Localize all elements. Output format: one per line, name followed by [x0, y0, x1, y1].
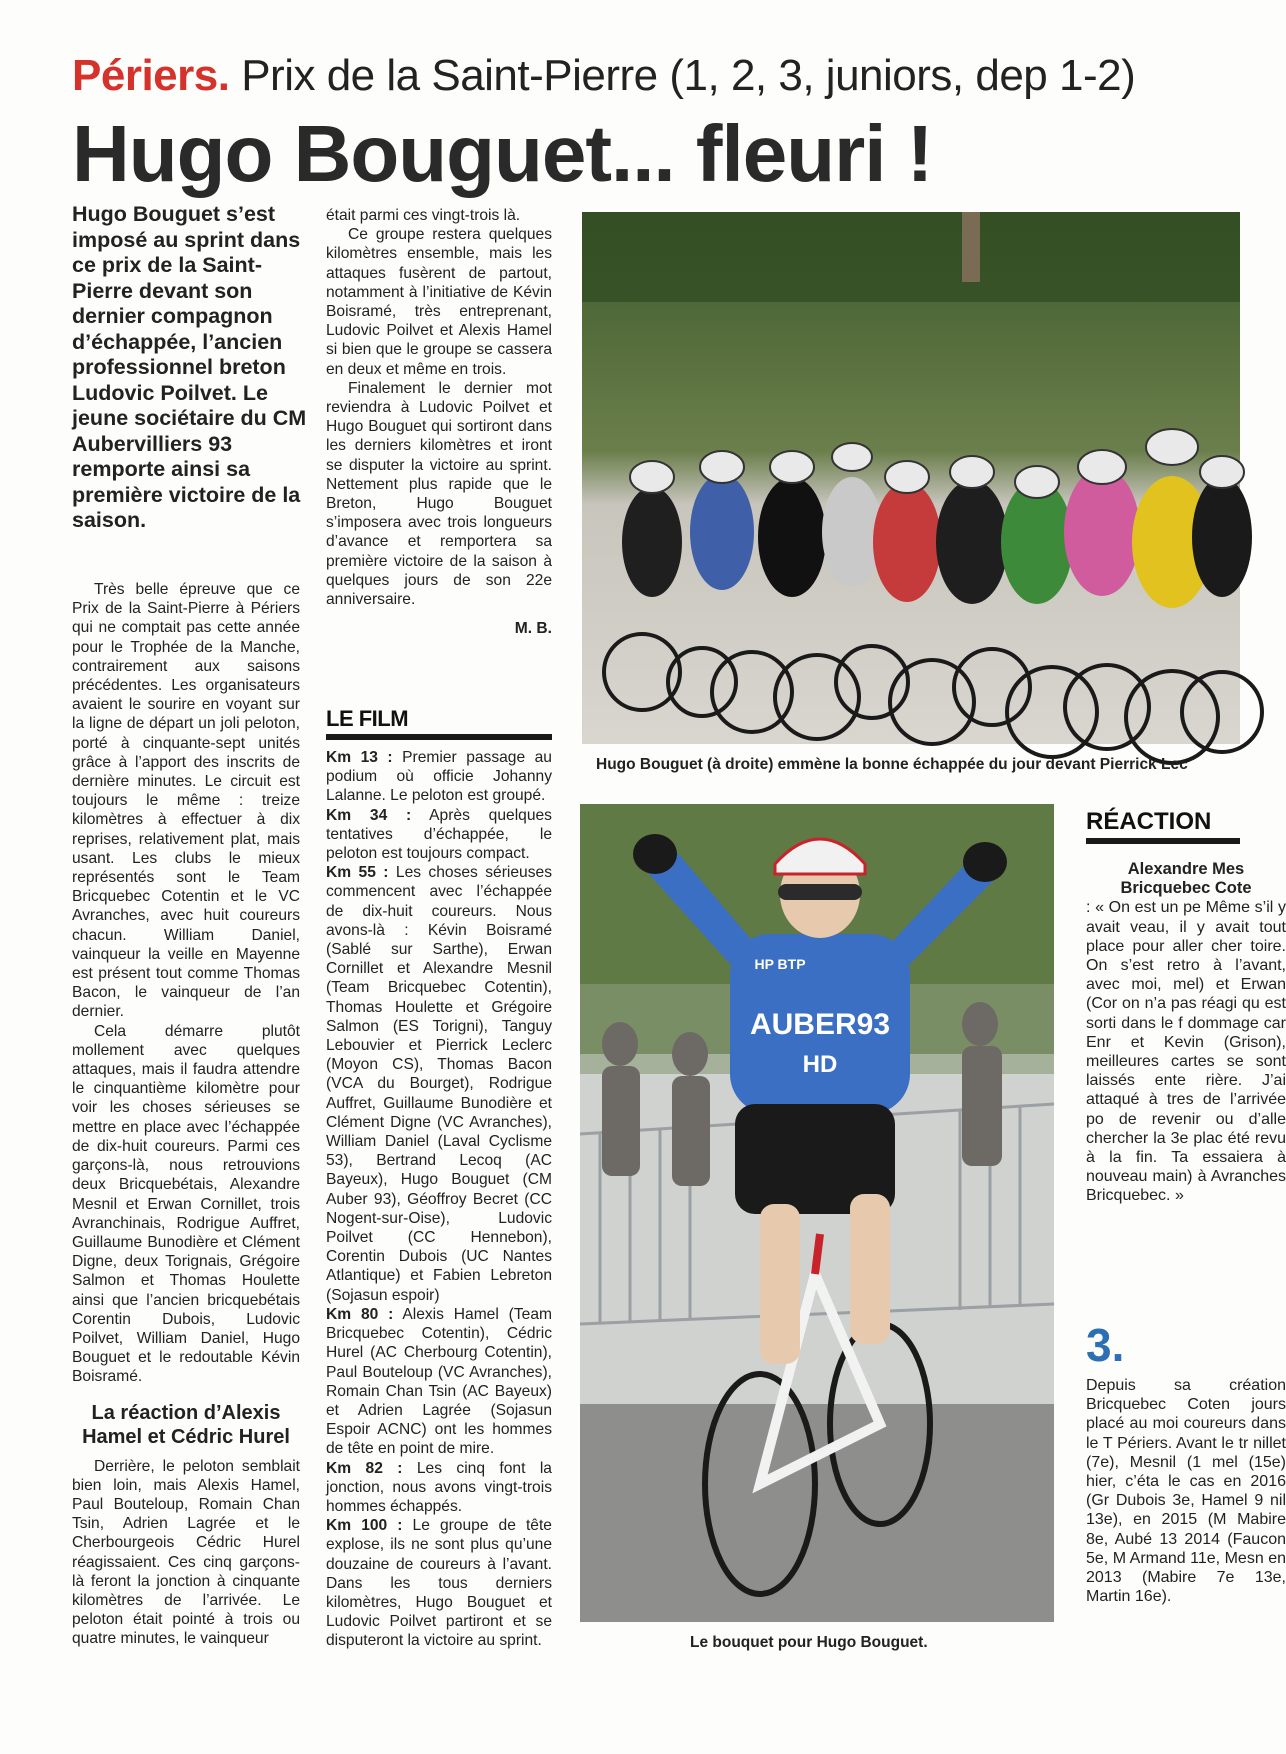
reaction-box	[1086, 808, 1286, 1368]
film-km: Km 34 :	[326, 806, 412, 824]
peloton-illustration	[582, 212, 1240, 744]
stat-number: 3.	[1086, 1319, 1125, 1371]
film-text: Les cinq font la jonction, nous avons vingt-trois hommes échappés.	[326, 1459, 552, 1515]
film-item	[326, 1305, 552, 1459]
col2-paragraph-2: Ce groupe restera quelques kilomètres ensemble, mais les attaques fusèrent de partout, notamment à l’initiative de Kévin Boisramé, très entreprenant, Ludovic Poilvet et Alexis Hamel si bien que le groupe se cassera en deux et même en trois.	[326, 226, 552, 378]
reaction-name: Alexandre Mes	[1127, 860, 1245, 878]
film-list	[326, 748, 552, 1651]
film-item	[326, 806, 552, 864]
film-text: Les choses sérieuses commencent avec l’échappée de dix-huit coureurs. Nous avons-là : Kévin Boisramé (Sablé sur Sarthe), Erwan Cornillet et Alexandre Mesnil (Team Bricquebec Cotentin), Thomas Houlette et Grégoire Salmon (ES Torigni), Tanguy Lebouvier et Pierrick Leclerc (Moyon CS), Thomas Bacon (VCA du Bourget), Rodrigue Auffret, Guillaume Bunodière et Clément Digne (VC Avranches), William Daniel (Laval Cyclisme 53), Bertrand Lecoq (AC Bayeux), Hugo Bouguet (CM Auber 93), Géoffroy Becret (CC Nogent-sur-Oise), Ludovic Poilvet (CC Hennebon), Corentin Dubois (UC Nantes Atlantique) et Fabien Lebreton (Sojasun espoir)	[326, 864, 552, 1304]
signature: M. B.	[514, 620, 552, 638]
stat-box	[1086, 1318, 1286, 1708]
col1-paragraph-2: Cela démarre plutôt mollement avec quelques attaques, mais il faudra attendre le cinquantième kilomètre pour voir les choses sérieuses se mettre en place avec l’échappée de dix-huit coureurs. Parmi ces garçons-là, nous retrouvions deux Bricquebétais, Alexandre Mesnil et Erwan Cornillet, trois Avranchinais, Rodrigue Auffret, Guillaume Bunodière et Clément Digne, deux Torignais, Grégoire Salmon et Thomas Houlette ainsi que l’ancien bricquebétais Corentin Dubois, Ludovic Poilvet, William Daniel, Hugo Bouguet et le redoutable Kévin Boisramé.	[72, 1022, 300, 1386]
film-km: Km 13 :	[326, 749, 393, 766]
lead-paragraph: Hugo Bouguet s’est imposé au sprint dans ce prix de la Saint-Pierre devant son dernier compagnon d’échappée, l’ancien professionnel breton Ludovic Poilvet. Le jeune sociétaire du CM Aubervilliers 93 remporte ainsi sa première victoire de la saison.	[72, 202, 307, 532]
jersey-sponsor-text: HP BTP	[754, 956, 806, 972]
film-km: Km 82 :	[326, 1459, 403, 1477]
reaction-title: RÉACTION	[1086, 808, 1240, 844]
film-km: Km 80 :	[326, 1305, 394, 1323]
kicker-event: Prix de la Saint-Pierre (1, 2, 3, juniors, dep 1-2)	[241, 51, 1136, 100]
photo-winner	[580, 804, 1054, 1622]
jersey-logo-text: HD	[802, 1051, 838, 1078]
article-column-1	[72, 580, 300, 1649]
film-item	[326, 1516, 552, 1650]
photo-peloton	[582, 212, 1240, 744]
article-column-2	[326, 206, 552, 638]
film-text: Après quelques tentatives d’échappée, le peloton est toujours compact.	[326, 806, 552, 863]
winner-illustration	[580, 804, 1054, 1622]
film-item	[326, 863, 552, 1305]
reaction-text: : « On est un pe Même s’il y avait veau, il y avait tout place pour aller cher toire. On s’est retro à l’avant, avec moi, mel) et Erwan (Cor on n’a pas réagi qu est sorti dans le f dommage car Enr et Kevin (Grison), meilleures cartes se sont laissés ente rière. J’ai attaqué à tres de l’arrivée po de revenir ou d’alle chercher la 3e plac été revu à la fin. Ta essaiera à nouveau main) à Avranches Bricquebec. »	[1086, 899, 1286, 1205]
film-title: LE FILM	[326, 706, 552, 740]
photo-winner-caption: Le bouquet pour Hugo Bouguet.	[690, 1634, 928, 1651]
film-km: Km 100 :	[326, 1517, 403, 1535]
film-km: Km 55 :	[326, 864, 389, 882]
col1-subhead: La réaction d’Alexis Hamel et Cédric Hurel	[82, 1401, 290, 1448]
reaction-club: Bricquebec Cote	[1120, 879, 1252, 898]
kicker	[72, 48, 1135, 104]
film-text: Le groupe de tête explose, ils ne sont plus qu’une douzaine de coureurs à l’avant. Dans les tous derniers kilomètres, Hugo Bouguet et Ludovic Poilvet partiront et se disputeront la victoire au sprint.	[326, 1517, 552, 1650]
col1-paragraph-1: Très belle épreuve que ce Prix de la Saint-Pierre à Périers qui ne comptait pas cette année pour le Trophée de la Manche, contrairement aux saisons précédentes. Les organisateurs avaient le sourire en voyant sur la ligne de départ un joli peloton, porté à cinquante-sept unités grâce à l’apport des inscrits de dernière minutes. Le circuit est toujours le même : treize kilomètres à effectuer à dix reprises, relativement plat, mais usant. Les clubs le mieux représentés sont le Team Bricquebec Cotentin et le VC Avranches, avec huit coureurs chacun. William Daniel, vainqueur la veille en Mayenne est présent tout comme Thomas Bacon, le vainqueur de l’an dernier.	[72, 581, 300, 1021]
col2-paragraph-3: Finalement le dernier mot reviendra à Ludovic Poilvet et Hugo Bouguet qui sortiront dans les derniers kilomètres et iront se disputer la victoire au sprint. Nettement plus rapide que le Breton, Hugo Bouguet s’imposera avec trois longueurs d’avance et remportera sa première victoire de la saison à quelques jours de son 22e anniversaire.	[326, 379, 552, 609]
stat-text: Depuis sa création Bricquebec Coten jours placé au moi coureurs dans le T Périers. Avant le tr nillet (7e), Mesnil (1 mel (15e) hier, c’éta le cas en 2016 (Gr Dubois 3e, Hamel 9 nil 13e), en 2015 (M Mabire 8e, Aubé 13 2014 (Faucon 5e, M Armand 11e, Mesn en 2013 (Mabire 7e 13e, Martin 16e).	[1086, 1377, 1286, 1606]
col1-paragraph-3: Derrière, le peloton semblait bien loin, mais Alexis Hamel, Paul Bouteloup, Romain Chan Tsin, Adrien Lagrée et le Cherbourgeois Cédric Hurel réagissaient. Ces cinq garçons-là feront la jonction à cinquante kilomètres de l’arrivée. Le peloton était pointé à trois ou quatre minutes, le vainqueur	[72, 1457, 300, 1648]
film-text: Alexis Hamel (Team Bricquebec Cotentin), Cédric Hurel (AC Cherbourg Cotentin), Paul Bouteloup (VC Avranches), Romain Chan Tsin (AC Bayeux) et Adrien Lagrée (Sojasun Espoir ACNC) ont les hommes de tête en point de mire.	[326, 1305, 552, 1458]
film-item	[326, 748, 552, 806]
reaction-body	[1086, 860, 1286, 1206]
photo-peloton-caption: Hugo Bouguet (à droite) emmène la bonne échappée du jour devant Pierrick Lec	[596, 756, 1188, 773]
kicker-city: Périers.	[72, 51, 230, 100]
headline: Hugo Bouguet... fleuri !	[72, 109, 933, 198]
film-item	[326, 1459, 552, 1517]
film-box	[326, 706, 552, 1651]
col2-paragraph-1: était parmi ces vingt-trois là.	[326, 207, 521, 224]
film-text: Premier passage au podium où officie Johanny Lalanne. Le peloton est groupé.	[326, 749, 552, 805]
jersey-team-text: AUBER93	[749, 1008, 891, 1041]
